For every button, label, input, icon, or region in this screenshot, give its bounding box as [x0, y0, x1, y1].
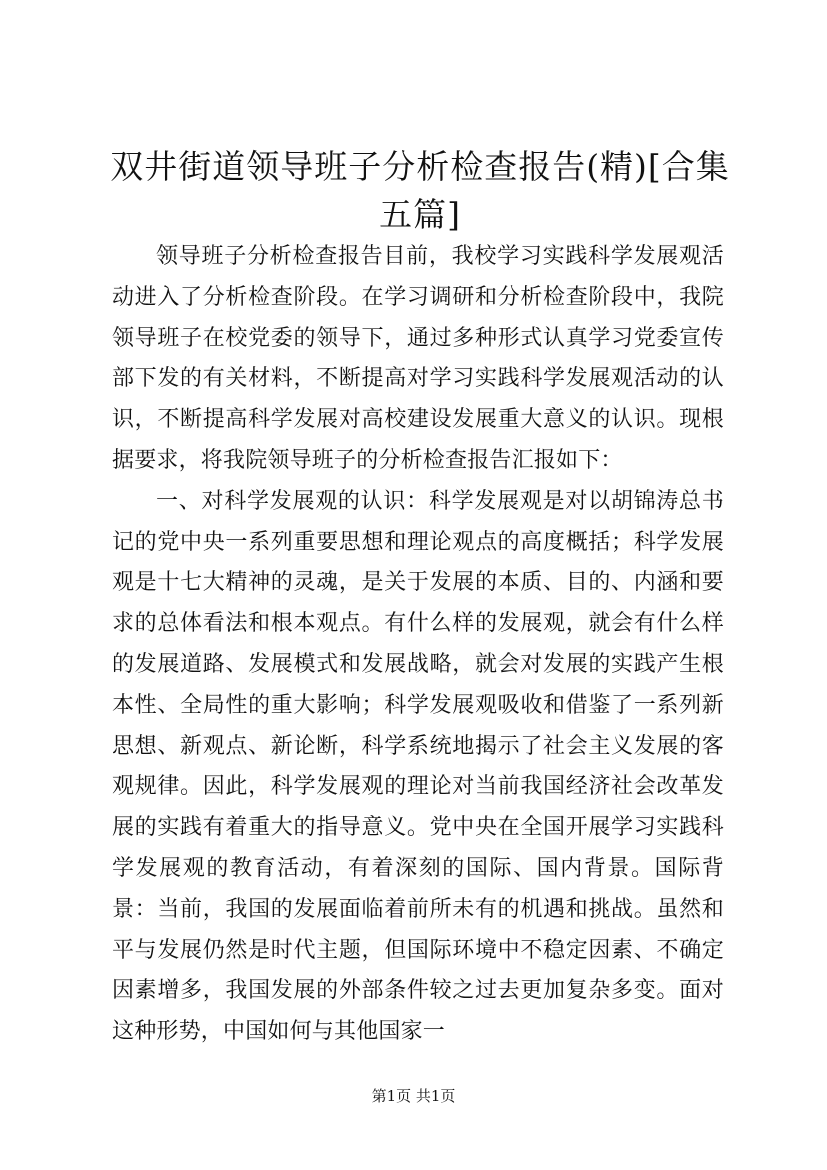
document-title: 双井街道领导班子分析检查报告(精)[合集五篇] [110, 147, 730, 234]
document-body [112, 237, 724, 1053]
paragraph-intro: 领导班子分析检查报告目前，我校学习实践科学发展观活动进入了分析检查阶段。在学习调研和分析检查阶段中，我院领导班子在校党委的领导下，通过多种形式认真学习党委宣传部下发的有关材料，不断提高对学习实践科学发展观活动的认识，不断提高科学发展对高校建设发展重大意义的认识。现根据要求，将我院领导班子的分析检查报告汇报如下： [112, 244, 724, 473]
paragraph-section-one: 一、对科学发展观的认识：科学发展观是对以胡锦涛总书记的党中央一系列重要思想和理论观点的高度概括；科学发展观是十七大精神的灵魂，是关于发展的本质、目的、内涵和要求的总体看法和根本观点。有什么样的发展观，就会有什么样的发展道路、发展模式和发展战略，就会对发展的实践产生根本性、全局性的重大影响；科学发展观吸收和借鉴了一系列新思想、新观点、新论断，科学系统地揭示了社会主义发展的客观规律。因此，科学发展观的理论对当前我国经济社会改革发展的实践有着重大的指导意义。党中央在全国开展学习实践科学发展观的教育活动，有着深刻的国际、国内背景。国际背景：当前，我国的发展面临着前所未有的机遇和挑战。虽然和平与发展仍然是时代主题，但国际环境中不稳定因素、不确定因素增多，我国发展的外部条件较之过去更加复杂多变。面对这种形势，中国如何与其他国家一 [112, 488, 724, 1045]
page-number-footer: 第1页 共1页 [371, 1087, 456, 1105]
